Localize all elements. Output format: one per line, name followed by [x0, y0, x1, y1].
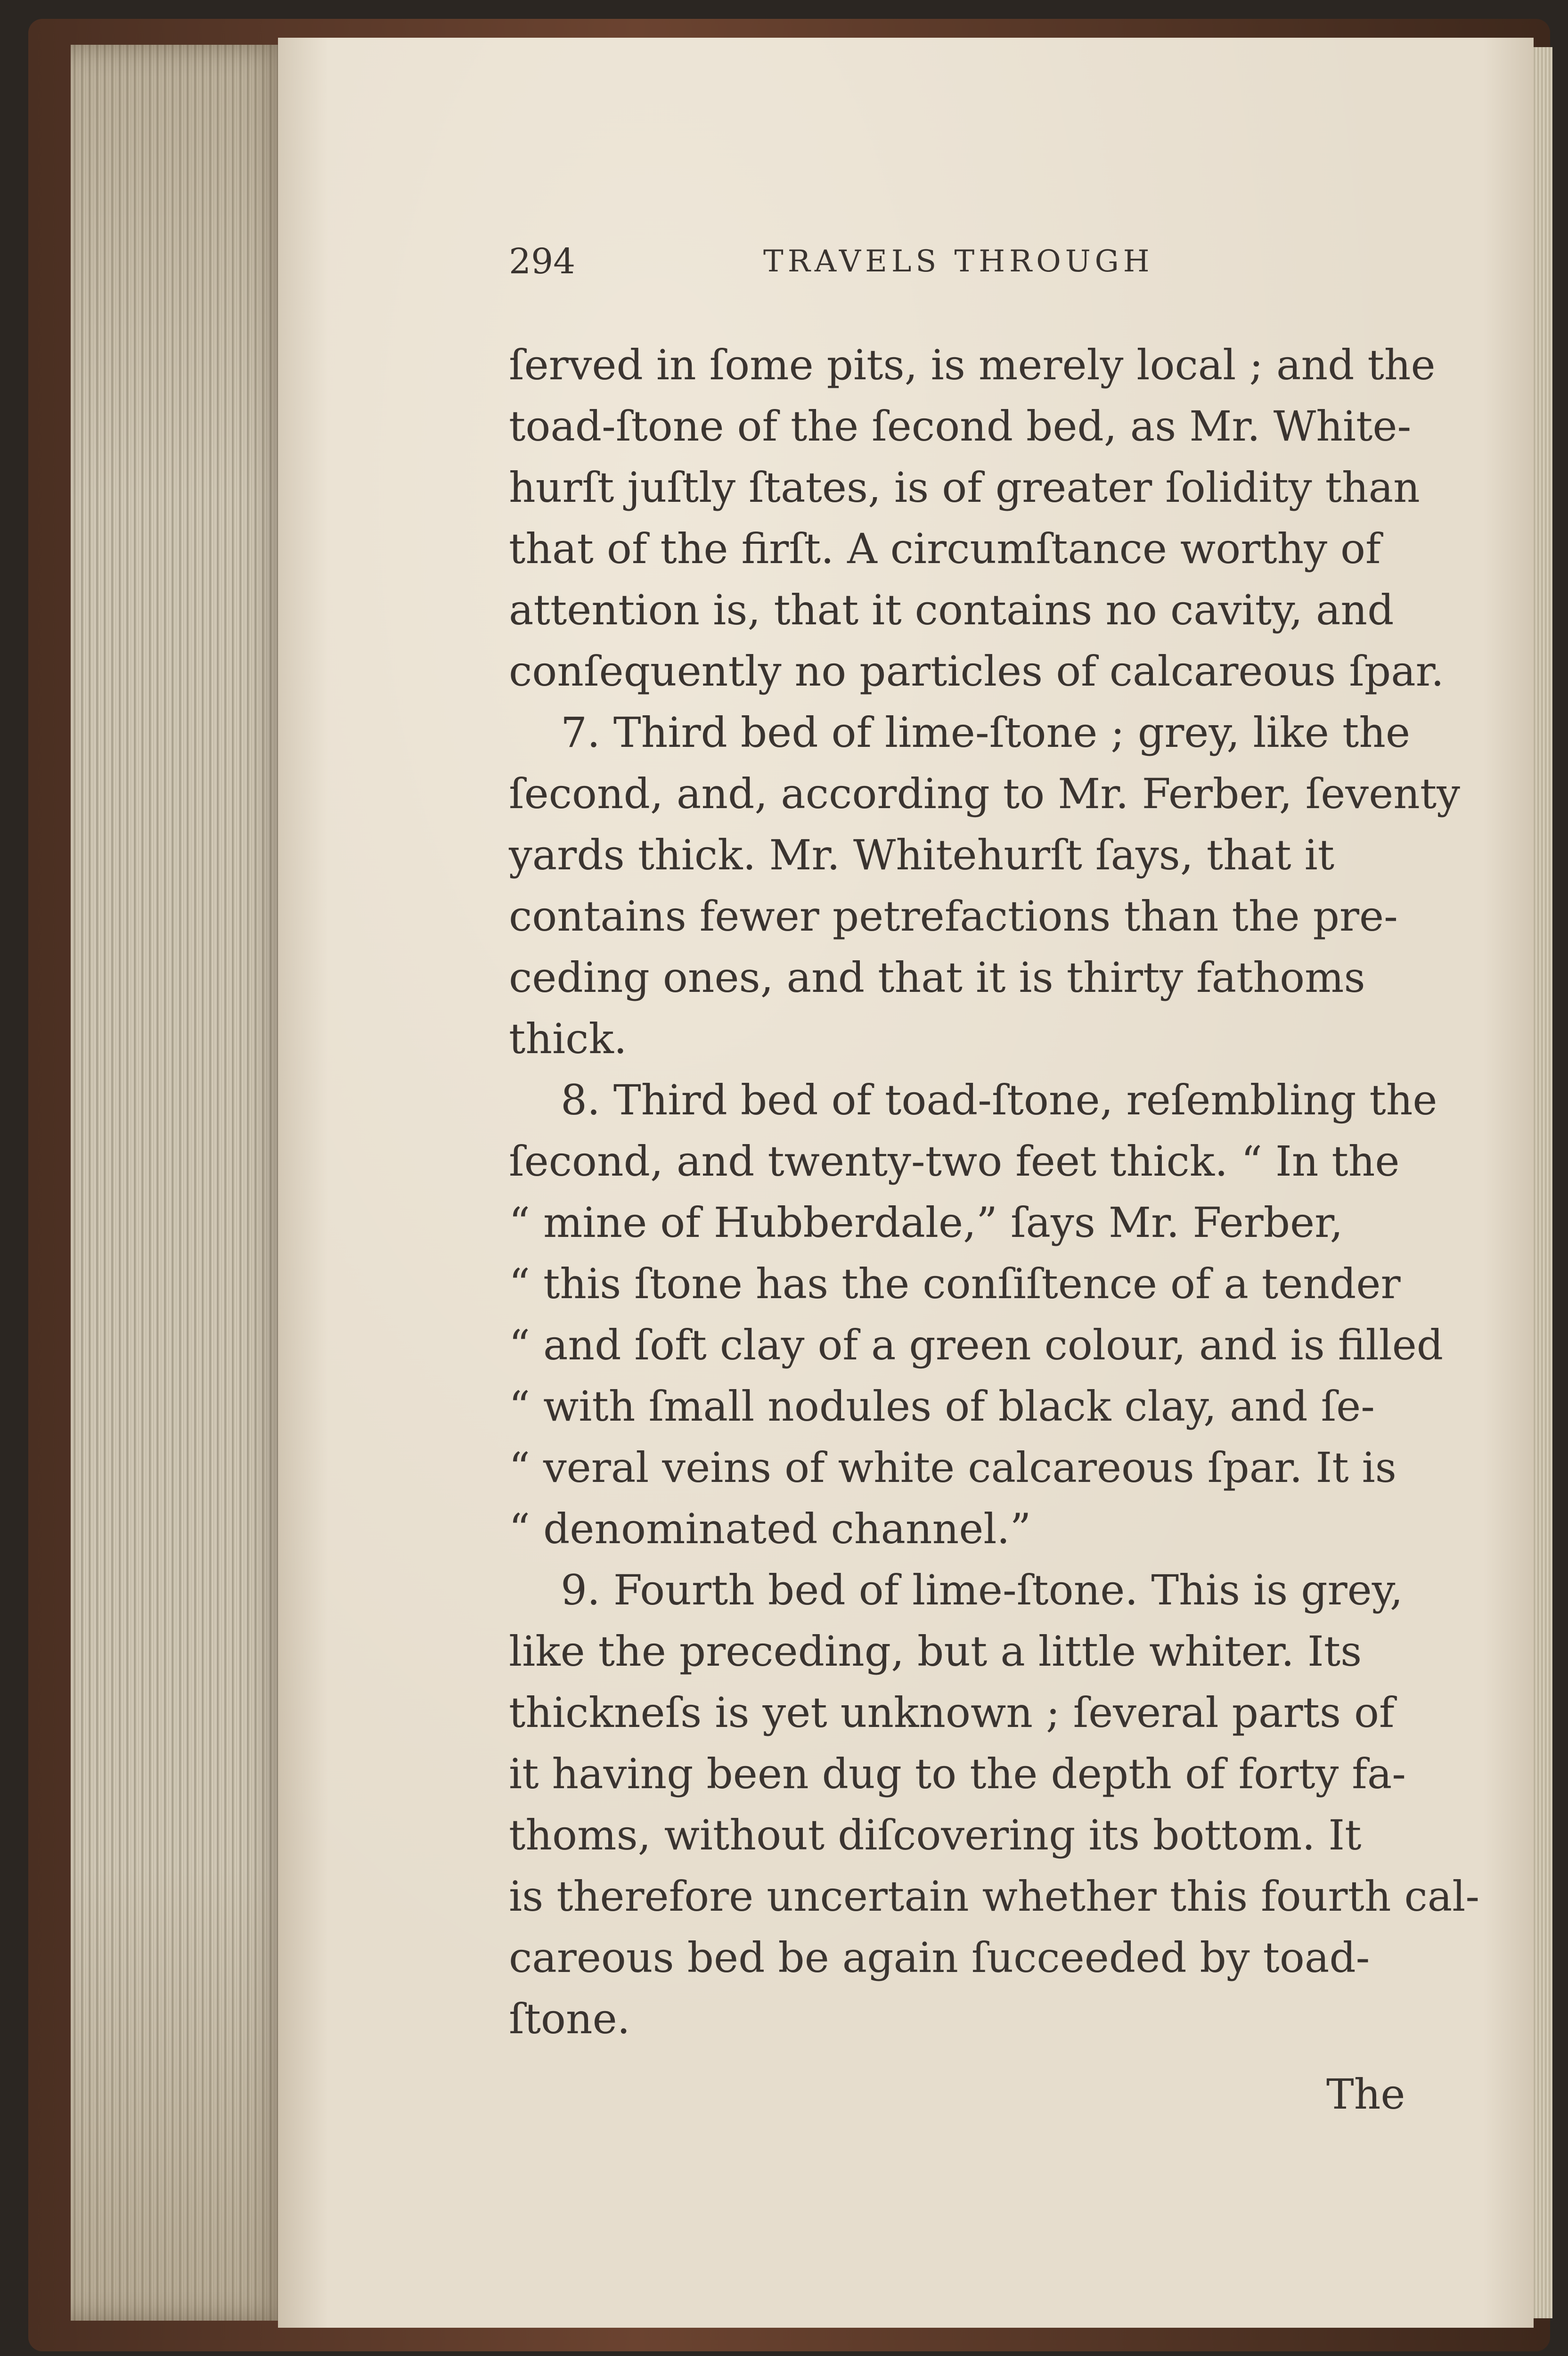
- catchword: The: [1326, 2070, 1405, 2119]
- text-line: yards thick. Mr. Whitehurſt ſays, that it: [509, 831, 1335, 879]
- text-line: ſerved in ſome pits, is merely local ; and the: [509, 341, 1436, 389]
- text-line: is therefore uncertain whether this fourth cal-: [509, 1872, 1480, 1921]
- text-line: careous bed be again ſucceeded by toad-: [509, 1933, 1370, 1982]
- text-line: toad-ſtone of the ſecond bed, as Mr. White-: [509, 402, 1412, 450]
- running-head-title: TRAVELS THROUGH: [763, 244, 1154, 279]
- text-line: that of the firſt. A circumſtance worthy of: [509, 524, 1381, 573]
- text-line: “ veral veins of white calcareous ſpar. It is: [509, 1443, 1396, 1492]
- body-text: [509, 335, 1568, 2050]
- page-number: 294: [509, 241, 576, 282]
- text-line: “ mine of Hubberdale,” ſays Mr. Ferber,: [509, 1198, 1343, 1247]
- text-line: thickneſs is yet unknown ; ſeveral parts of: [509, 1688, 1395, 1737]
- text-line: “ with ſmall nodules of black clay, and ſe-: [509, 1382, 1375, 1431]
- book-page: [278, 38, 1534, 2328]
- text-line: thoms, without diſcovering its bottom. It: [509, 1811, 1362, 1859]
- running-head: [509, 233, 1475, 290]
- text-line: ſtone.: [509, 1995, 630, 2043]
- text-line: like the preceding, but a little whiter. Its: [509, 1627, 1362, 1676]
- text-line: “ this ſtone has the conſiſtence of a tender: [509, 1260, 1401, 1308]
- text-line: hurſt juſtly ſtates, is of greater ſolidity than: [509, 463, 1420, 512]
- text-line: ſecond, and, according to Mr. Ferber, ſeventy: [509, 769, 1460, 818]
- text-line: 7. Third bed of lime-ſtone ; grey, like the: [561, 708, 1411, 757]
- text-line: it having been dug to the depth of forty fa-: [509, 1750, 1406, 1798]
- text-line: contains fewer petrefactions than the pre-: [509, 892, 1398, 941]
- text-line: ceding ones, and that it is thirty fathoms: [509, 953, 1365, 1002]
- text-line: conſequently no particles of calcareous ſpar.: [509, 647, 1445, 695]
- text-line: ſecond, and twenty-two feet thick. “ In the: [509, 1137, 1400, 1186]
- text-line: attention is, that it contains no cavity, and: [509, 586, 1394, 634]
- text-line: thick.: [509, 1014, 627, 1063]
- text-line: 8. Third bed of toad-ſtone, reſembling the: [561, 1076, 1437, 1124]
- text-line: 9. Fourth bed of lime-ſtone. This is grey,: [561, 1566, 1403, 1614]
- text-line: “ denominated channel.”: [509, 1505, 1031, 1553]
- text-line: “ and ſoft clay of a green colour, and is filled: [509, 1321, 1444, 1369]
- page-edges-left: [71, 45, 292, 2321]
